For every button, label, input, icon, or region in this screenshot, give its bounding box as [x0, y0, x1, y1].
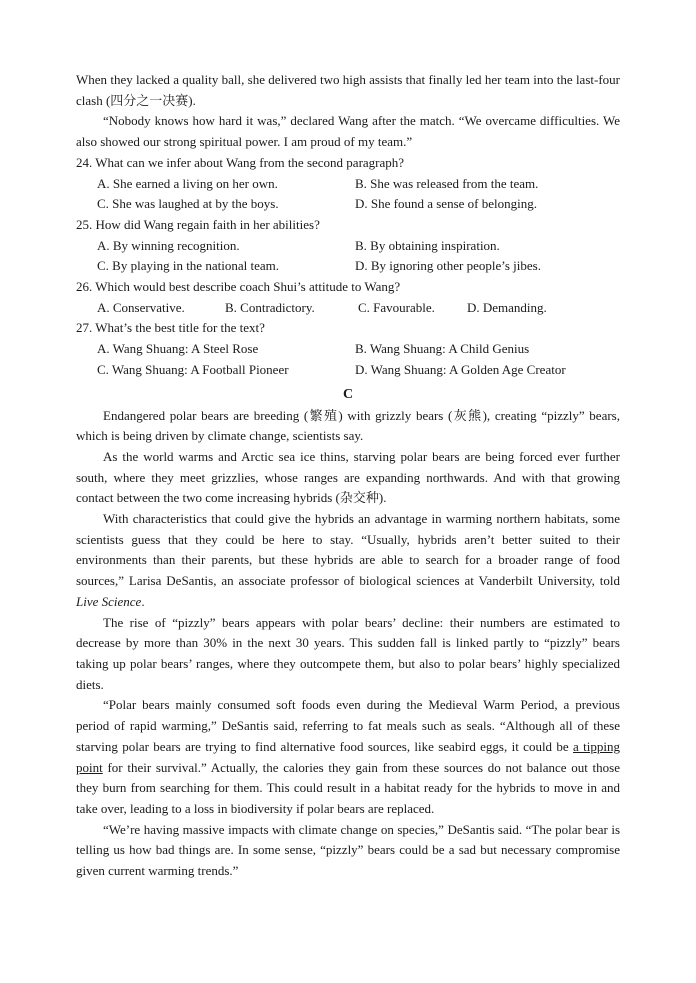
- option-b[interactable]: B. Contradictory.: [225, 299, 315, 315]
- option-a[interactable]: A. Conservative.: [97, 299, 185, 315]
- option-d[interactable]: D. Demanding.: [467, 299, 547, 315]
- passage-b-paragraph-1: When they lacked a quality ball, she delivered two high assists that finally led her team into the last-four clash (四分之一决赛).: [76, 72, 620, 108]
- option-d[interactable]: D. She found a sense of belonging.: [355, 196, 537, 212]
- option-c[interactable]: C. Wang Shuang: A Football Pioneer: [97, 361, 289, 377]
- options-row: [76, 298, 620, 319]
- passage-b-paragraph-2: “Nobody knows how hard it was,” declared Wang after the match. “We overcame difficulties. We also showed our strong spiritual power. I am proud of my team.”: [76, 113, 620, 150]
- option-b[interactable]: B. She was released from the team.: [355, 175, 539, 191]
- section-c-paragraph-2: As the world warms and Arctic sea ice thins, starving polar bears are being forced ever further south, where they meet grizzlies, whose ranges are expanding northwards. And with that growing contact between the two come increasing hybrids (杂交种).: [76, 448, 620, 506]
- section-c-paragraph-3: [76, 509, 620, 613]
- question-26: [76, 277, 620, 318]
- option-a[interactable]: A. She earned a living on her own.: [97, 175, 278, 191]
- option-c[interactable]: C. By playing in the national team.: [97, 258, 279, 274]
- underlined-phrase: a tipping point: [76, 738, 620, 775]
- option-b[interactable]: B. Wang Shuang: A Child Genius: [355, 341, 530, 357]
- question-25: [76, 215, 620, 277]
- section-c-paragraph-6: “We’re having massive impacts with climate change on species,” DeSantis said. “The polar bear is telling us how bad things are. In some sense, “pizzly” bears could be a sad but necessary compromise given current warming trends.”: [76, 821, 620, 879]
- question-stem: 25. How did Wang regain faith in her abilities?: [76, 216, 320, 232]
- question-stem: 24. What can we infer about Wang from the second paragraph?: [76, 154, 405, 170]
- paragraph-text: “Polar bears mainly consumed soft foods even during the Medieval Warm Period, a previous period of rapid warming,” DeSantis said, referring to fat meals such as seals. “Although all of these starving polar bears are trying to find alternative food sources, like seabird eggs, it could be: [76, 697, 620, 754]
- option-c[interactable]: C. Favourable.: [358, 299, 435, 315]
- option-d[interactable]: D. Wang Shuang: A Golden Age Creator: [355, 361, 566, 377]
- question-stem: 27. What’s the best title for the text?: [76, 320, 265, 336]
- options-grid: [76, 236, 620, 277]
- question-27: [76, 318, 620, 380]
- section-c-paragraph-5: [76, 695, 620, 819]
- question-24: [76, 153, 620, 215]
- paragraph-text-end: .: [141, 593, 145, 609]
- section-c-heading: C: [342, 386, 354, 402]
- option-b[interactable]: B. By obtaining inspiration.: [355, 237, 500, 253]
- publication-name: Live Science: [76, 593, 142, 609]
- option-c[interactable]: C. She was laughed at by the boys.: [97, 196, 279, 212]
- option-a[interactable]: A. Wang Shuang: A Steel Rose: [97, 341, 259, 357]
- option-a[interactable]: A. By winning recognition.: [97, 237, 240, 253]
- section-c-paragraph-4: The rise of “pizzly” bears appears with polar bears’ decline: their numbers are estimated to decrease by more than 30% in the next 30 years. This sudden fall is linked partly to “pizzly” bears taking up polar bears’ ranges, where they outcompete them, but also to polar bears’ highly specialized diets.: [76, 614, 620, 692]
- paragraph-text: With characteristics that could give the hybrids an advantage in warming northern habitats, some scientists guess that they could be here to stay. “Usually, hybrids aren’t better suited to their environments than their parents, but these hybrids are able to search for a broader range of food sources,” Larisa DeSantis, an associate professor of biological sciences at Vanderbilt University, told: [76, 511, 620, 589]
- options-grid: [76, 174, 620, 215]
- section-c-paragraph-1: Endangered polar bears are breeding (繁殖) with grizzly bears (灰熊), creating “pizzly” bears, which is being driven by climate change, scientists say.: [76, 407, 620, 444]
- question-stem: 26. Which would best describe coach Shui’s attitude to Wang?: [76, 279, 401, 295]
- option-d[interactable]: D. By ignoring other people’s jibes.: [355, 258, 541, 274]
- options-grid: [76, 339, 620, 380]
- paragraph-text-end: for their survival.” Actually, the calories they gain from these sources do not balance out those they burn from searching for them. This could result in a habitat ready for the hybrids to move in and take over, leading to a loss in biodiversity if polar bears are replaced.: [76, 759, 620, 816]
